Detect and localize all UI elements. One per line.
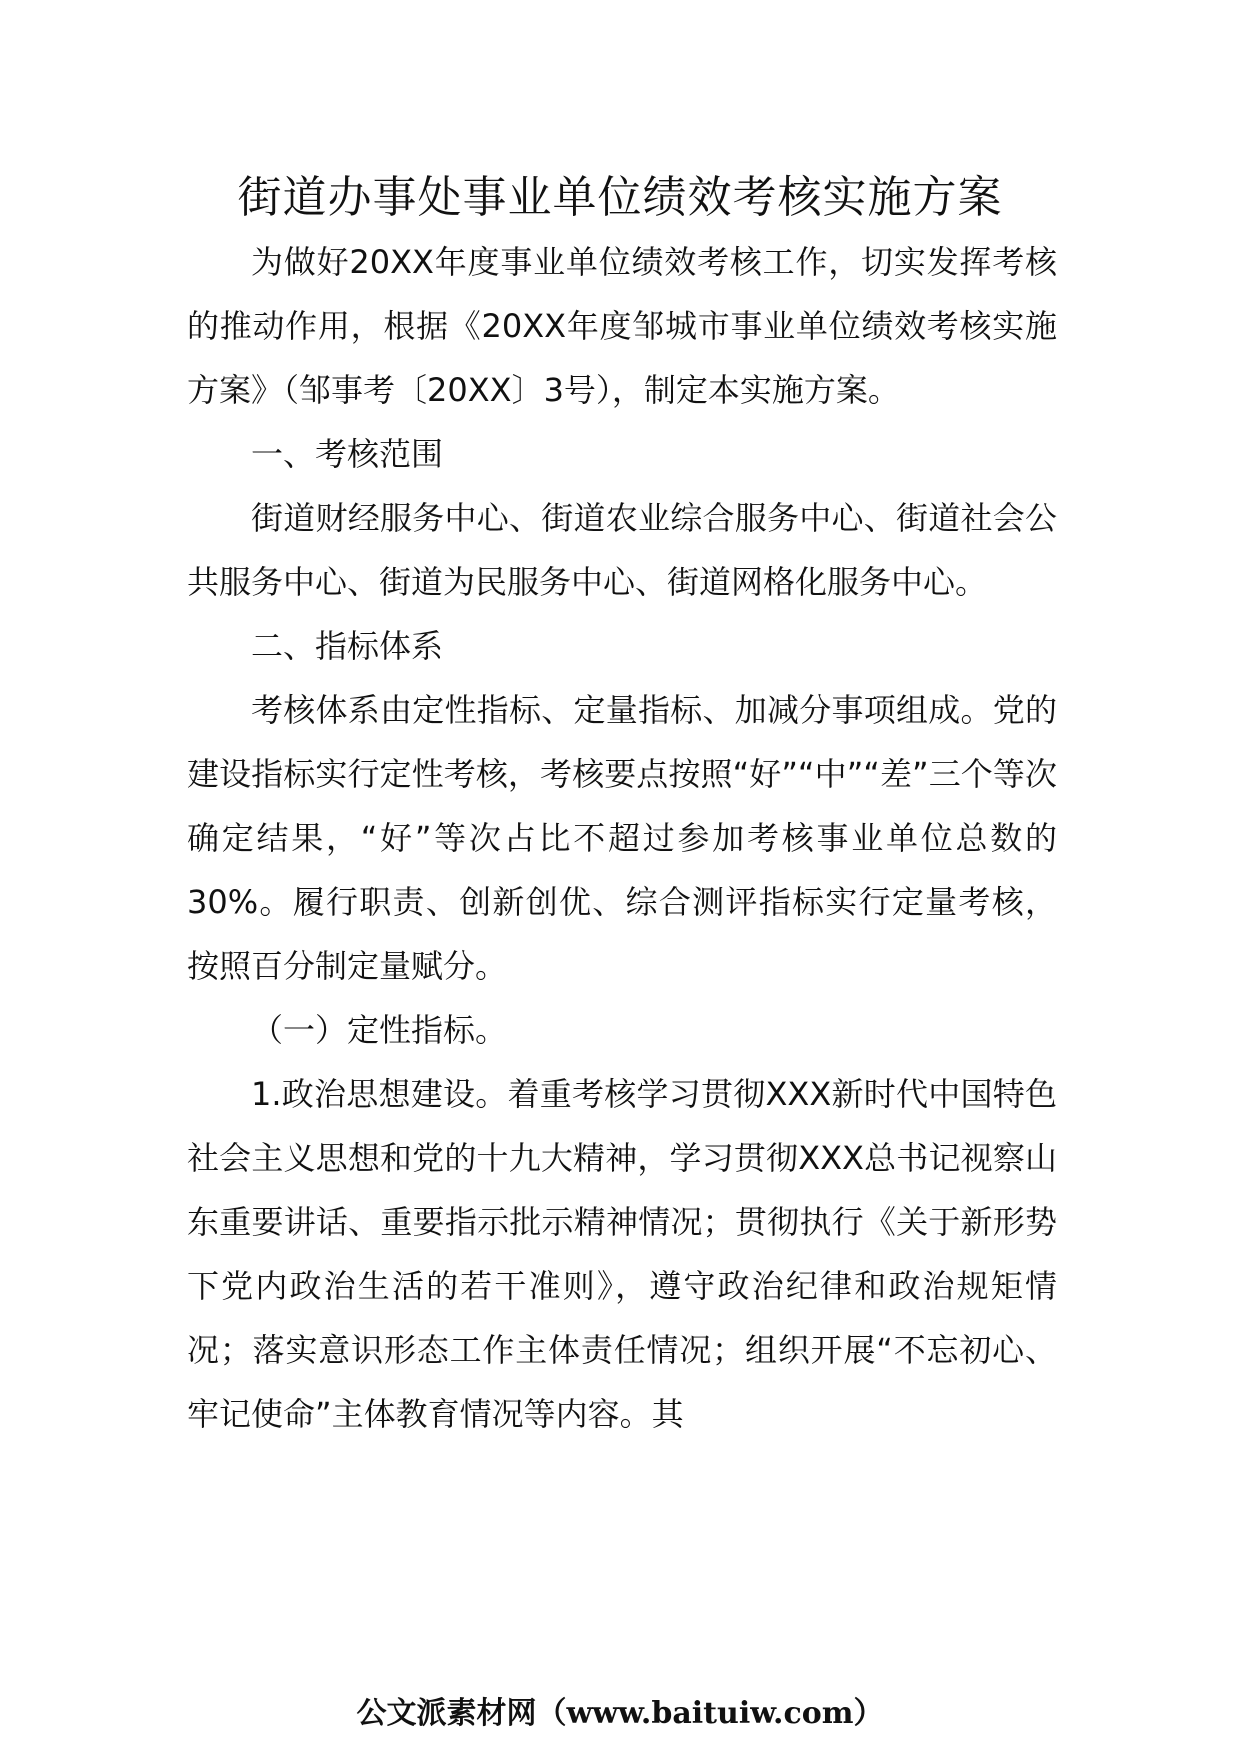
section-heading-scope: 一、考核范围 xyxy=(251,435,444,473)
footer-watermark: 公文派素材网（www.baituiw.com） xyxy=(356,1696,884,1731)
paragraph-scope: 街道财经服务中心、街道农业综合服务中心、街道社会公共服务中心、街道为民服务中心、街道网格化服务中心。 xyxy=(187,499,1057,601)
section-heading-indicators: 二、指标体系 xyxy=(251,627,444,665)
document-body xyxy=(187,230,1057,1446)
paragraph-indicators: 考核体系由定性指标、定量指标、加减分事项组成。党的建设指标实行定性考核，考核要点按照“好”“中”“差”三个等次确定结果，“好”等次占比不超过参加考核事业单位总数的30%。履行职责、创新创优、综合测评指标实行定量考核，按照百分制定量赋分。 xyxy=(187,691,1057,985)
paragraph-intro: 为做好20XX年度事业单位绩效考核工作，切实发挥考核的推动作用，根据《20XX年度邹城市事业单位绩效考核实施方案》（邹事考〔20XX〕3号），制定本实施方案。 xyxy=(187,243,1057,409)
subsection-heading-qualitative: （一）定性指标。 xyxy=(251,1011,508,1049)
paragraph-political: 1.政治思想建设。着重考核学习贯彻XXX新时代中国特色社会主义思想和党的十九大精神，学习贯彻XXX总书记视察山东重要讲话、重要指示批示精神情况；贯彻执行《关于新形势下党内政治生活的若干准则》，遵守政治纪律和政治规矩情况；落实意识形态工作主体责任情况；组织开展“不忘初心、牢记使命”主体教育情况等内容。其 xyxy=(187,1075,1057,1433)
document-title: 街道办事处事业单位绩效考核实施方案 xyxy=(237,172,1003,223)
